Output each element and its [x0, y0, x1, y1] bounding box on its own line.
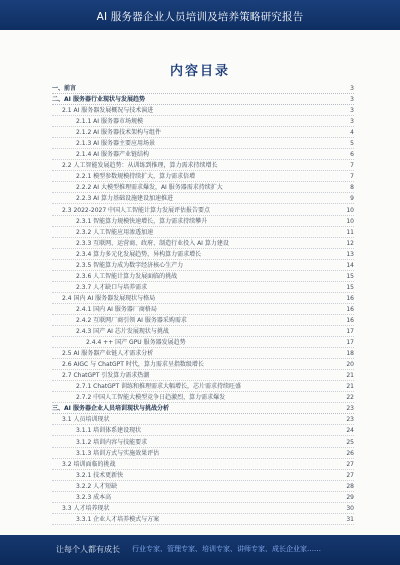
- toc-entry-title: 2.3.3 互联网、运营商、政府、制造行业投入 AI 算力建设: [76, 239, 229, 247]
- toc-entry-title: 2.3.4 算力多元化发展趋势，异构算力需求增长: [76, 250, 202, 258]
- toc-entry-title: 3.2 培训面临的挑战: [62, 460, 116, 468]
- table-of-contents: [52, 84, 354, 526]
- toc-entry[interactable]: [52, 150, 354, 160]
- toc-entry-page: 6: [350, 151, 354, 159]
- toc-entry-title: 2.2 人工智能发展趋势：从训练到推理，算力需求持续增长: [62, 162, 218, 170]
- toc-entry-page: 28: [346, 482, 354, 490]
- toc-entry-title: 2.7.2 中国人工智能大模型竞争日趋激烈，算力需求爆发: [76, 394, 226, 402]
- toc-entry-page: 3: [350, 118, 354, 126]
- toc-entry[interactable]: [52, 250, 354, 260]
- toc-entry-page: 13: [346, 250, 354, 258]
- toc-entry-page: 21: [346, 383, 354, 391]
- toc-entry-page: 23: [346, 416, 354, 424]
- toc-entry[interactable]: [52, 95, 354, 105]
- toc-entry-page: 15: [346, 272, 354, 280]
- toc-entry-title: 2.1.2 AI 服务器技术架构与组件: [76, 129, 161, 137]
- toc-entry[interactable]: [52, 194, 354, 204]
- toc-entry-page: 3: [350, 107, 354, 115]
- toc-entry[interactable]: [52, 128, 354, 138]
- toc-entry[interactable]: [52, 239, 354, 249]
- toc-entry[interactable]: [52, 504, 354, 514]
- toc-entry[interactable]: [52, 206, 354, 216]
- toc-entry-title: 3.1.3 培训方式与实施效果评估: [76, 449, 160, 457]
- toc-entry-page: 16: [346, 294, 354, 302]
- toc-entry[interactable]: [52, 382, 354, 392]
- toc-entry-page: 10: [346, 206, 354, 214]
- toc-entry-title: 3.1.2 培训内容与技能要求: [76, 438, 148, 446]
- toc-entry[interactable]: [52, 471, 354, 481]
- toc-entry[interactable]: [52, 338, 354, 348]
- toc-entry-page: 4: [350, 129, 354, 137]
- toc-entry[interactable]: [52, 327, 354, 337]
- toc-entry-title: 三、AI 服务器企业人员培训现状与挑战分析: [52, 405, 169, 413]
- toc-entry-title: 2.4.4 ++ 国产 GPU 服务器发展趋势: [86, 339, 186, 347]
- toc-entry-page: 16: [346, 316, 354, 324]
- toc-entry-page: 16: [346, 305, 354, 313]
- toc-entry-page: 29: [346, 493, 354, 501]
- report-title: AI 服务器企业人员培训及培养策略研究报告: [96, 11, 304, 23]
- toc-entry-title: 2.6 AIGC 与 ChatGPT 时代，算力需求呈指数级增长: [62, 361, 204, 369]
- footer-band: [0, 535, 400, 565]
- toc-entry[interactable]: [52, 360, 354, 370]
- toc-entry[interactable]: [52, 106, 354, 116]
- toc-entry-title: 3.2.3 成本高: [76, 493, 112, 501]
- toc-entry[interactable]: [52, 515, 354, 525]
- toc-entry[interactable]: [52, 161, 354, 171]
- toc-entry-page: 17: [346, 328, 354, 336]
- toc-entry-title: 2.2.1 模型参数规模持续扩大，算力需求倍增: [76, 173, 196, 181]
- toc-entry-page: 7: [350, 173, 354, 181]
- toc-entry[interactable]: [52, 438, 354, 448]
- toc-entry-page: 25: [346, 438, 354, 446]
- toc-entry[interactable]: [52, 172, 354, 182]
- toc-title: 内容目录: [169, 64, 230, 79]
- toc-entry-page: 5: [350, 140, 354, 148]
- toc-entry-title: 2.3.7 人才缺口与培养需求: [76, 283, 148, 291]
- toc-entry-title: 2.1.4 AI 服务器产业链结构: [76, 151, 149, 159]
- toc-entry-page: 7: [350, 162, 354, 170]
- footer-tagline: 行业专家、管理专家、培训专家、讲师专家、成长企业家……: [132, 545, 321, 553]
- toc-entry-title: 2.3.6 人工智能计算力发展面临的挑战: [76, 272, 178, 280]
- toc-entry-page: 31: [346, 515, 354, 523]
- toc-entry-title: 2.4 国内 AI 服务器发展现状与格局: [62, 294, 156, 302]
- toc-entry-title: 2.4.1 国内 AI 服务器厂商格局: [76, 305, 157, 313]
- toc-entry-page: 23: [346, 405, 354, 413]
- toc-entry[interactable]: [52, 228, 354, 238]
- toc-entry-page: 21: [346, 372, 354, 380]
- header-band: [0, 0, 400, 30]
- toc-entry[interactable]: [52, 493, 354, 503]
- toc-entry[interactable]: [52, 426, 354, 436]
- toc-entry[interactable]: [52, 283, 354, 293]
- toc-entry-title: 3.3 人才培养现状: [62, 504, 110, 512]
- toc-entry-page: 20: [346, 361, 354, 369]
- toc-entry-page: 18: [346, 350, 354, 358]
- toc-entry-title: 2.5 AI 服务器产业链人才需求分析: [62, 350, 154, 358]
- toc-entry[interactable]: [52, 415, 354, 425]
- toc-entry-title: 2.7 ChatGPT 引发算力需求热潮: [62, 372, 150, 380]
- toc-entry[interactable]: [52, 349, 354, 359]
- toc-entry[interactable]: [52, 393, 354, 403]
- toc-entry[interactable]: [52, 84, 354, 94]
- toc-entry-title: 3.2.1 技术更新快: [76, 471, 124, 479]
- toc-entry[interactable]: [52, 371, 354, 381]
- toc-entry-title: 2.1.3 AI 服务器主要应用场景: [76, 140, 155, 148]
- toc-entry-title: 2.4.2 互联网厂商引领 AI 服务器采购需求: [76, 316, 187, 324]
- toc-entry-page: 17: [346, 339, 354, 347]
- toc-entry-page: 26: [346, 449, 354, 457]
- toc-entry-title: 3.1 人员培训现状: [62, 416, 110, 424]
- toc-entry-page: 15: [346, 283, 354, 291]
- toc-entry[interactable]: [52, 261, 354, 271]
- toc-entry-page: 8: [350, 184, 354, 192]
- toc-entry-title: 二、AI 服务器行业现状与发展趋势: [52, 96, 145, 104]
- toc-entry-title: 2.2.3 AI 算力基础设施建设加速推进: [76, 195, 173, 203]
- toc-entry[interactable]: [52, 482, 354, 492]
- toc-entry-page: 12: [346, 239, 354, 247]
- toc-entry-title: 2.3.2 人工智能应用渗透加速: [76, 228, 154, 236]
- toc-entry-title: 3.2.2 人才短缺: [76, 482, 118, 490]
- toc-entry-title: 2.3.1 智能算力规模快速增长，算力需求持续攀升: [76, 217, 208, 225]
- toc-entry[interactable]: [52, 404, 354, 414]
- toc-entry-title: 一、前言: [52, 85, 77, 92]
- toc-entry[interactable]: [52, 305, 354, 315]
- toc-entry-page: 30: [346, 504, 354, 512]
- toc-entry[interactable]: [52, 294, 354, 304]
- toc-entry-title: 2.1 AI 服务器发展概况与技术演进: [62, 107, 154, 115]
- toc-entry[interactable]: [52, 117, 354, 127]
- toc-entry-page: 3: [350, 96, 354, 104]
- toc-entry-page: 22: [346, 394, 354, 402]
- toc-entry-page: 11: [346, 228, 354, 236]
- toc-entry[interactable]: [52, 316, 354, 326]
- toc-entry-title: 2.4.3 国产 AI 芯片发展现状与挑战: [76, 328, 169, 336]
- toc-entry-title: 2.7.1 ChatGPT 训练和推理需求大幅增长，芯片需求持续旺盛: [76, 383, 242, 391]
- toc-entry-page: 27: [346, 460, 354, 468]
- toc-entry-page: 24: [346, 427, 354, 435]
- footer-slogan: 让每个人都有成长: [56, 545, 120, 554]
- toc-entry[interactable]: [52, 139, 354, 149]
- toc-entry-title: 2.2.2 AI 大模型推理需求爆发，AI 服务器需求持续扩大: [76, 184, 223, 192]
- toc-entry-page: 14: [346, 261, 354, 269]
- toc-entry[interactable]: [52, 449, 354, 459]
- toc-entry[interactable]: [52, 183, 354, 193]
- toc-entry-title: 2.1.1 AI 服务器市场规模: [76, 118, 143, 126]
- toc-entry[interactable]: [52, 217, 354, 227]
- toc-entry[interactable]: [52, 272, 354, 282]
- toc-entry-page: 10: [346, 217, 354, 225]
- toc-entry-page: 3: [350, 85, 354, 92]
- toc-entry-title: 3.1.1 培训体系建设现状: [76, 427, 142, 435]
- toc-entry-title: 2.3.5 智能算力成为数字经济核心生产力: [76, 261, 184, 269]
- toc-entry[interactable]: [52, 460, 354, 470]
- toc-entry-page: 9: [350, 195, 354, 203]
- toc-entry-title: 3.3.1 企业人才培养模式与方案: [76, 515, 160, 523]
- toc-entry-page: 27: [346, 471, 354, 479]
- toc-entry-title: 2.3 2022-2027 中国人工智能计算力发展评估报告要点: [62, 206, 211, 214]
